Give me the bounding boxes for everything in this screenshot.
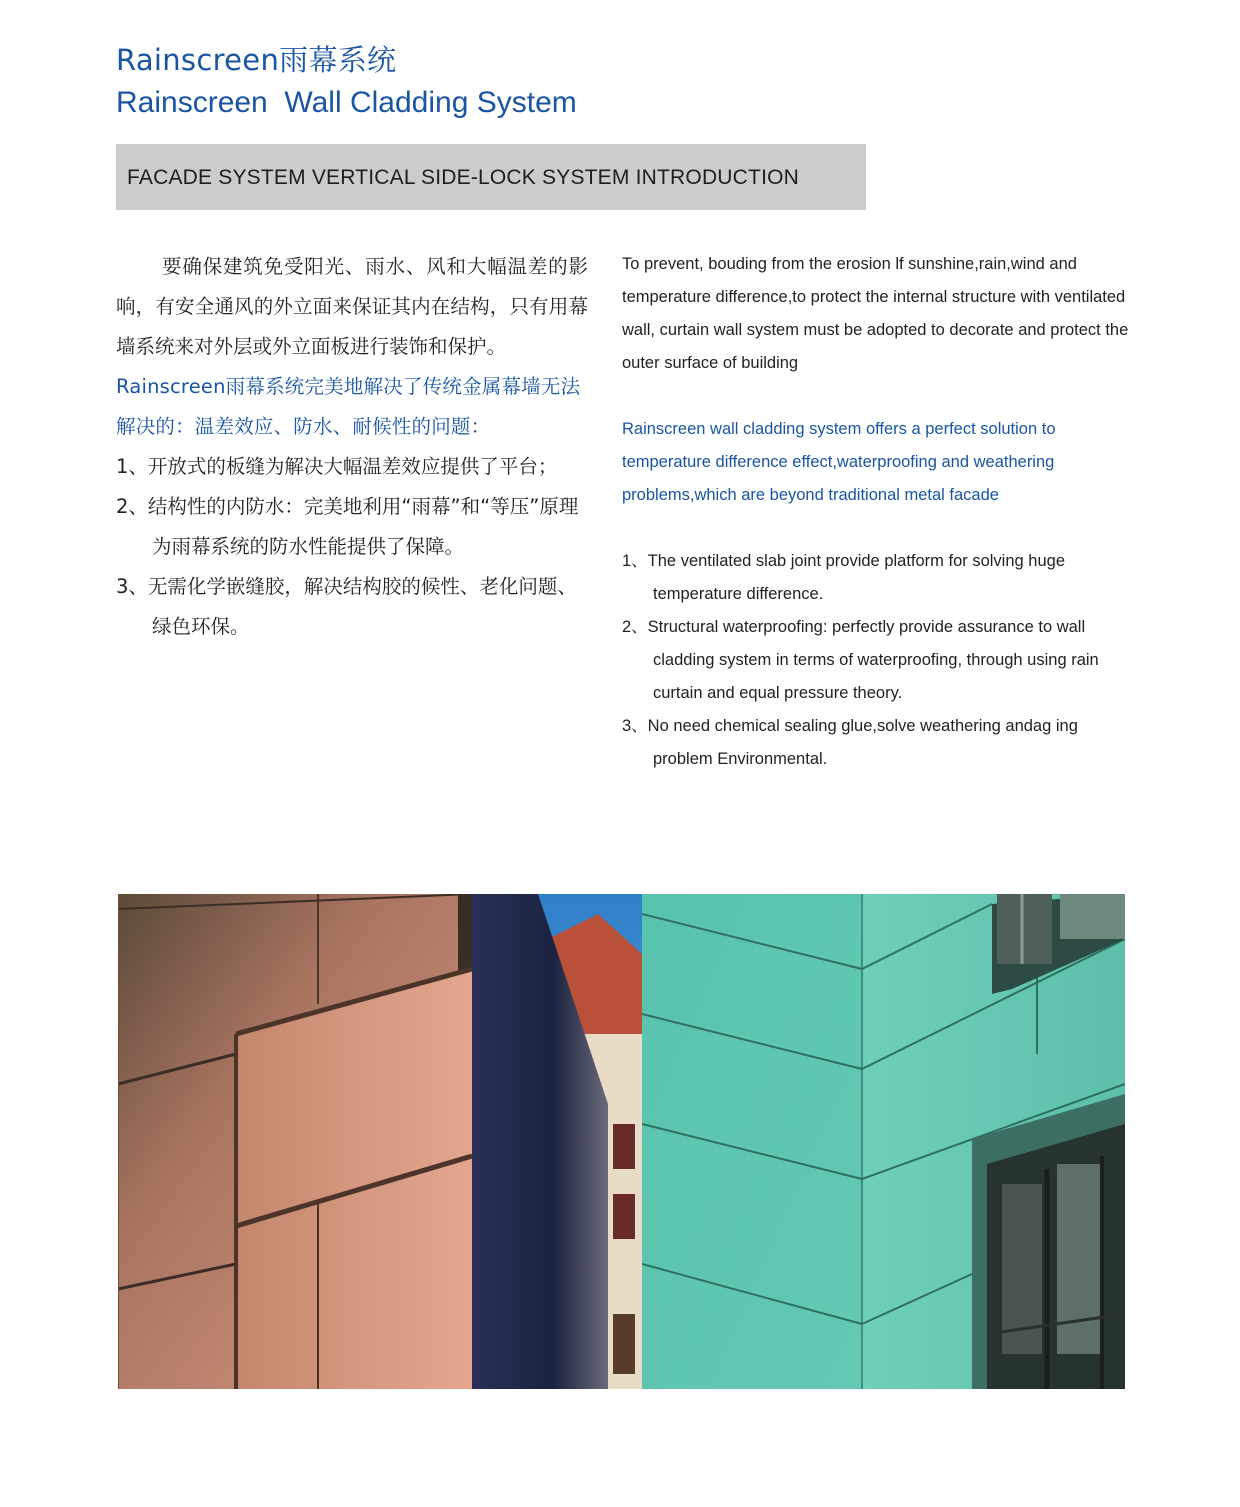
english-list-item: 3、No need chemical sealing glue,solve weathering andag ing problem Environmental. — [622, 717, 1078, 768]
chinese-highlight-paragraph: Rainscreen雨幕系统完美地解决了传统金属幕墙无法解决的：温差效应、防水、耐候性的问题： — [116, 375, 581, 438]
chinese-list-item: 2、结构性的内防水：完美地利用“雨幕”和“等压”原理为雨幕系统的防水性能提供了保障。 — [116, 495, 579, 558]
english-highlight-paragraph: Rainscreen wall cladding system offers a perfect solution to temperature difference effect,waterproofing and weathering problems,which are beyond traditional metal facade — [622, 420, 1056, 504]
english-list-item: 2、Structural waterproofing: perfectly provide assurance to wall cladding system in terms of waterproofing, through using rain curtain and equal pressure theory. — [622, 618, 1099, 702]
copper-cladding-photo — [118, 894, 642, 1389]
section-banner-label: FACADE SYSTEM VERTICAL SIDE-LOCK SYSTEM INTRODUCTION — [127, 166, 800, 189]
page-title-chinese: Rainscreen雨幕系统 — [116, 43, 397, 77]
chinese-intro-paragraph: 要确保建筑免受阳光、雨水、风和大幅温差的影响，有安全通风的外立面来保证其内在结构，只有用幕墙系统来对外层或外立面板进行装饰和保护。 — [116, 255, 588, 358]
page-title-english: Rainscreen Wall Cladding System — [116, 86, 577, 119]
chinese-list-item: 3、无需化学嵌缝胶，解决结构胶的候性、老化问题、绿色环保。 — [116, 575, 577, 638]
english-text-column — [622, 248, 1132, 776]
chinese-list-item: 1、开放式的板缝为解决大幅温差效应提供了平台； — [116, 455, 558, 478]
chinese-text-column — [116, 247, 588, 647]
section-banner — [116, 144, 866, 210]
english-intro-paragraph: To prevent, bouding from the erosion lf sunshine,rain,wind and temperature difference,to protect the internal structure with ventilated wall, curtain wall system must be adopted to decorate and protect the outer surface of building — [622, 255, 1129, 372]
turquoise-cladding-photo — [642, 894, 1125, 1389]
english-list-item: 1、The ventilated slab joint provide platform for solving huge temperature difference. — [622, 552, 1065, 603]
